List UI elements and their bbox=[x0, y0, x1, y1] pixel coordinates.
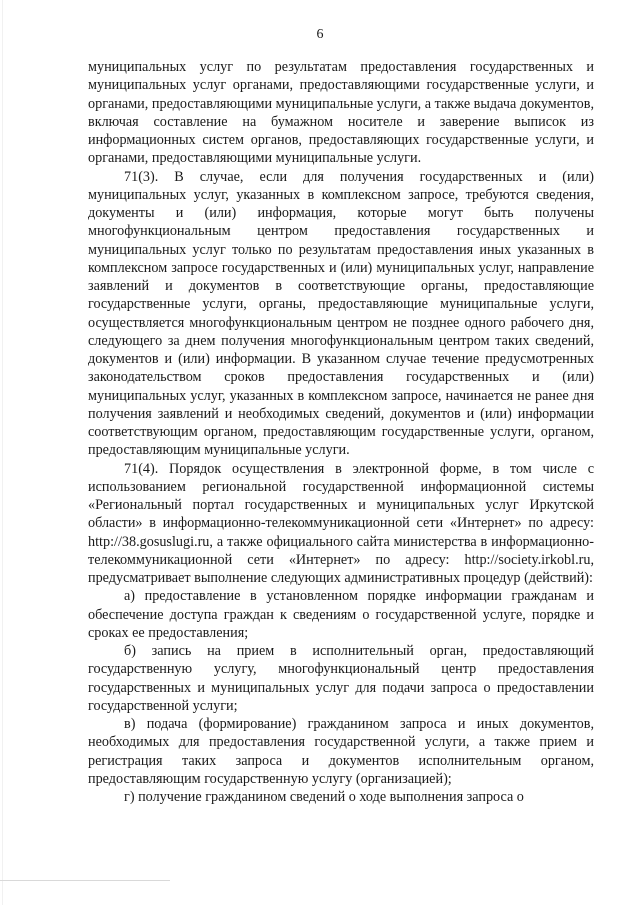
list-item-v: в) подача (формирование) гражданином запроса и иных документов, необходимых для предоставления государственной услуги, а также прием и регистрация таких запроса и документов исполнительным органом, предоставляющим государственную услугу (организацией); bbox=[88, 716, 594, 787]
list-item-a: а) предоставление в установленном порядке информации гражданам и обеспечение доступа граждан к сведениям о государственной услуге, порядке и сроках ее предоставления; bbox=[88, 588, 594, 641]
scan-footer-line bbox=[0, 880, 170, 881]
page-number: 6 bbox=[316, 27, 324, 42]
scan-margin-line bbox=[2, 0, 3, 905]
paragraph-continuation: муниципальных услуг по результатам предоставления государственных и муниципальных услуг органами, предоставляющими государственные услуги, и органами, предоставляющими муниципальные услуги, а также выдача документов, включая составление на бумажном носителе и заверение выписок из информационных систем органов, предоставляющих государственные услуги, и органами, предоставляющими муниципальные услуги. bbox=[88, 59, 594, 167]
paragraph-71-3: 71(3). В случае, если для получения государственных и (или) муниципальных услуг, указанных в комплексном запросе, требуются сведения, документы и (или) информация, которые могут быть получены многофункциональным центром предоставления государственных и муниципальных услуг только по результатам предоставления иных указанных в комплексном запросе государственных и (или) муниципальных услуг, направление заявлений и документов в соответствующие органы, предоставляющие государственные услуги, органы, предоставляющие муниципальные услуги, осуществляется многофункциональным центром не позднее одного рабочего дня, следующего за днем получения многофункциональным центром таких сведений, документов и (или) информации. В указанном случае течение предусмотренных законодательством сроков предоставления государственных и (или) муниципальных услуг, указанных в комплексном запросе, начинается не ранее дня получения заявлений и необходимых сведений, документов и (или) информации соответствующим органом, предоставляющим государственные услуги, органом, предоставляющим муниципальные услуги. bbox=[88, 168, 594, 459]
list-item-b: б) запись на прием в исполнительный орган, предоставляющий государственную услугу, многофункциональный центр предоставления государственных и муниципальных услуг для подачи запроса о предоставлении государственной услуги; bbox=[88, 643, 594, 714]
document-body bbox=[88, 58, 594, 806]
paragraph-71-4: 71(4). Порядок осуществления в электронной форме, в том числе с использованием региональной государственной информационной системы «Региональный портал государственных и муниципальных услуг Иркутской области» в информационно-телекоммуникационной сети «Интернет» по адресу: http://38.gosuslugi.ru, а также официального сайта министерства в информационно-телекоммуникационной сети «Интернет» по адресу: http://society.irkobl.ru, предусматривает выполнение следующих административных процедур (действий): bbox=[88, 460, 594, 586]
list-item-g: г) получение гражданином сведений о ходе выполнения запроса о bbox=[124, 789, 524, 805]
